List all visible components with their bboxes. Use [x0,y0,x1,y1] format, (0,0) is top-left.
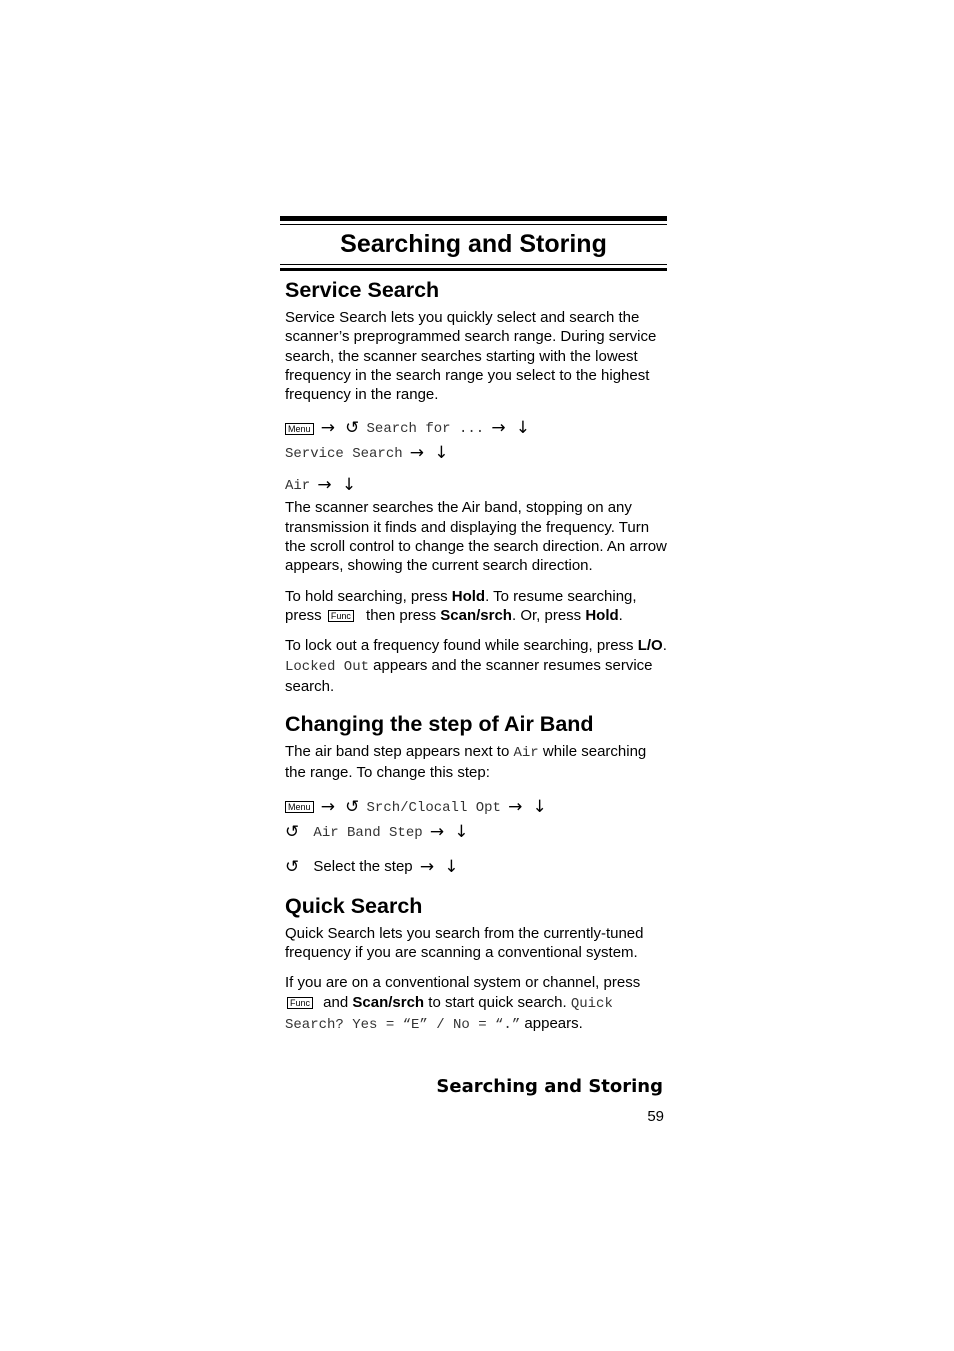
arrow-down-icon: ↓ [532,796,547,817]
scroll-icon: ↺ [285,821,300,842]
text: . To resume searching, press [285,587,637,624]
service-search-sequence-2 [285,441,667,466]
text: appears and the scanner resumes service search. [285,656,653,695]
air-band-para-1 [285,742,667,783]
lo-key: L/O [637,637,663,655]
arrow-right-icon: → [320,418,335,439]
footer-section-title: Searching and Storing [436,1076,663,1097]
lcd-quick-search-prompt: Quick Search? Yes = “E” / No = “.” [285,995,613,1033]
arrow-right-icon: → [409,443,425,464]
content [280,277,667,1035]
hold-key: Hold [585,606,619,624]
arrow-down-icon: ↓ [444,856,459,877]
text: . [618,606,623,624]
air-band-sequence-3 [285,855,667,879]
text: to start quick search. [424,993,571,1011]
arrow-right-icon: → [429,821,445,842]
scroll-icon: ↺ [285,856,300,877]
lcd-locked-out: Locked Out [285,658,370,675]
menu-key: Menu [285,801,314,813]
top-rule-thin [280,224,667,225]
service-search-para-2 [285,587,667,626]
arrow-right-icon: → [419,856,435,877]
arrow-right-icon: → [317,475,332,496]
lcd-srch-opt: Srch/Clocall Opt [366,799,501,816]
lcd-air: Air [513,745,539,762]
bottom-rule-thin [280,264,667,265]
arrow-down-icon: ↓ [341,475,357,496]
hold-key: Hold [451,587,486,605]
lcd-service-search: Service Search [285,446,403,463]
menu-key: Menu [285,423,314,435]
text: The air band step appears next to [285,743,514,761]
page-body [280,216,667,1035]
text: while searching the range. To change this step: [285,743,647,782]
bottom-rule [280,268,667,271]
scan-srch-key: Scan/srch [440,606,512,624]
quick-search-para-1: Quick Search lets you search from the currently-tuned frequency if you are scanning a conventional system. [285,924,644,962]
arrow-right-icon: → [320,796,335,817]
page-title: Searching and Storing [340,230,607,258]
heading-quick-search: Quick Search [285,893,423,918]
text: appears. [520,1014,583,1032]
scroll-icon: ↺ [345,418,360,439]
air-band-sequence-2 [285,820,667,845]
text: and [319,993,353,1011]
arrow-right-icon: → [491,418,506,439]
service-search-para-3 [285,636,667,696]
service-search-para-1: The scanner searches the Air band, stopping on any transmission it finds and displaying the frequency. Turn the scroll control to change the search direction. An arrow appears, showing the current search direction. [285,499,667,575]
top-rule [280,216,667,221]
text: . Or, press [511,606,586,624]
text: To lock out a frequency found while searching, press [285,637,638,655]
scroll-icon: ↺ [345,796,360,817]
lcd-air-band-step: Air Band Step [313,824,423,841]
air-band-sequence-1 [285,795,667,820]
func-key: Func [287,997,313,1009]
lcd-search-for: Search for ... [366,421,485,438]
arrow-down-icon: ↓ [515,418,530,439]
service-search-intro: Service Search lets you quickly select and search the scanner’s preprogrammed search range. During service search, the scanner searches starting with the lowest frequency in the search range you select to the highest frequency in the range. [285,309,657,404]
page-number: 59 [647,1108,664,1125]
text: then press [361,606,441,624]
arrow-right-icon: → [508,796,523,817]
heading-air-band-step: Changing the step of Air Band [285,712,594,737]
service-search-sequence-1 [285,416,667,441]
func-key: Func [328,610,354,622]
arrow-down-icon: ↓ [454,821,469,842]
lcd-air: Air [285,478,311,495]
arrow-down-icon: ↓ [434,443,449,464]
text: To hold searching, press [285,587,452,605]
scan-srch-key: Scan/srch [352,993,425,1011]
heading-service-search: Service Search [285,278,440,302]
select-step-text: Select the step [313,857,413,875]
service-search-sequence-3 [285,473,667,498]
text: . [662,637,667,655]
text: If you are on a conventional system or channel, press [285,974,641,992]
quick-search-para-2 [285,973,667,1035]
